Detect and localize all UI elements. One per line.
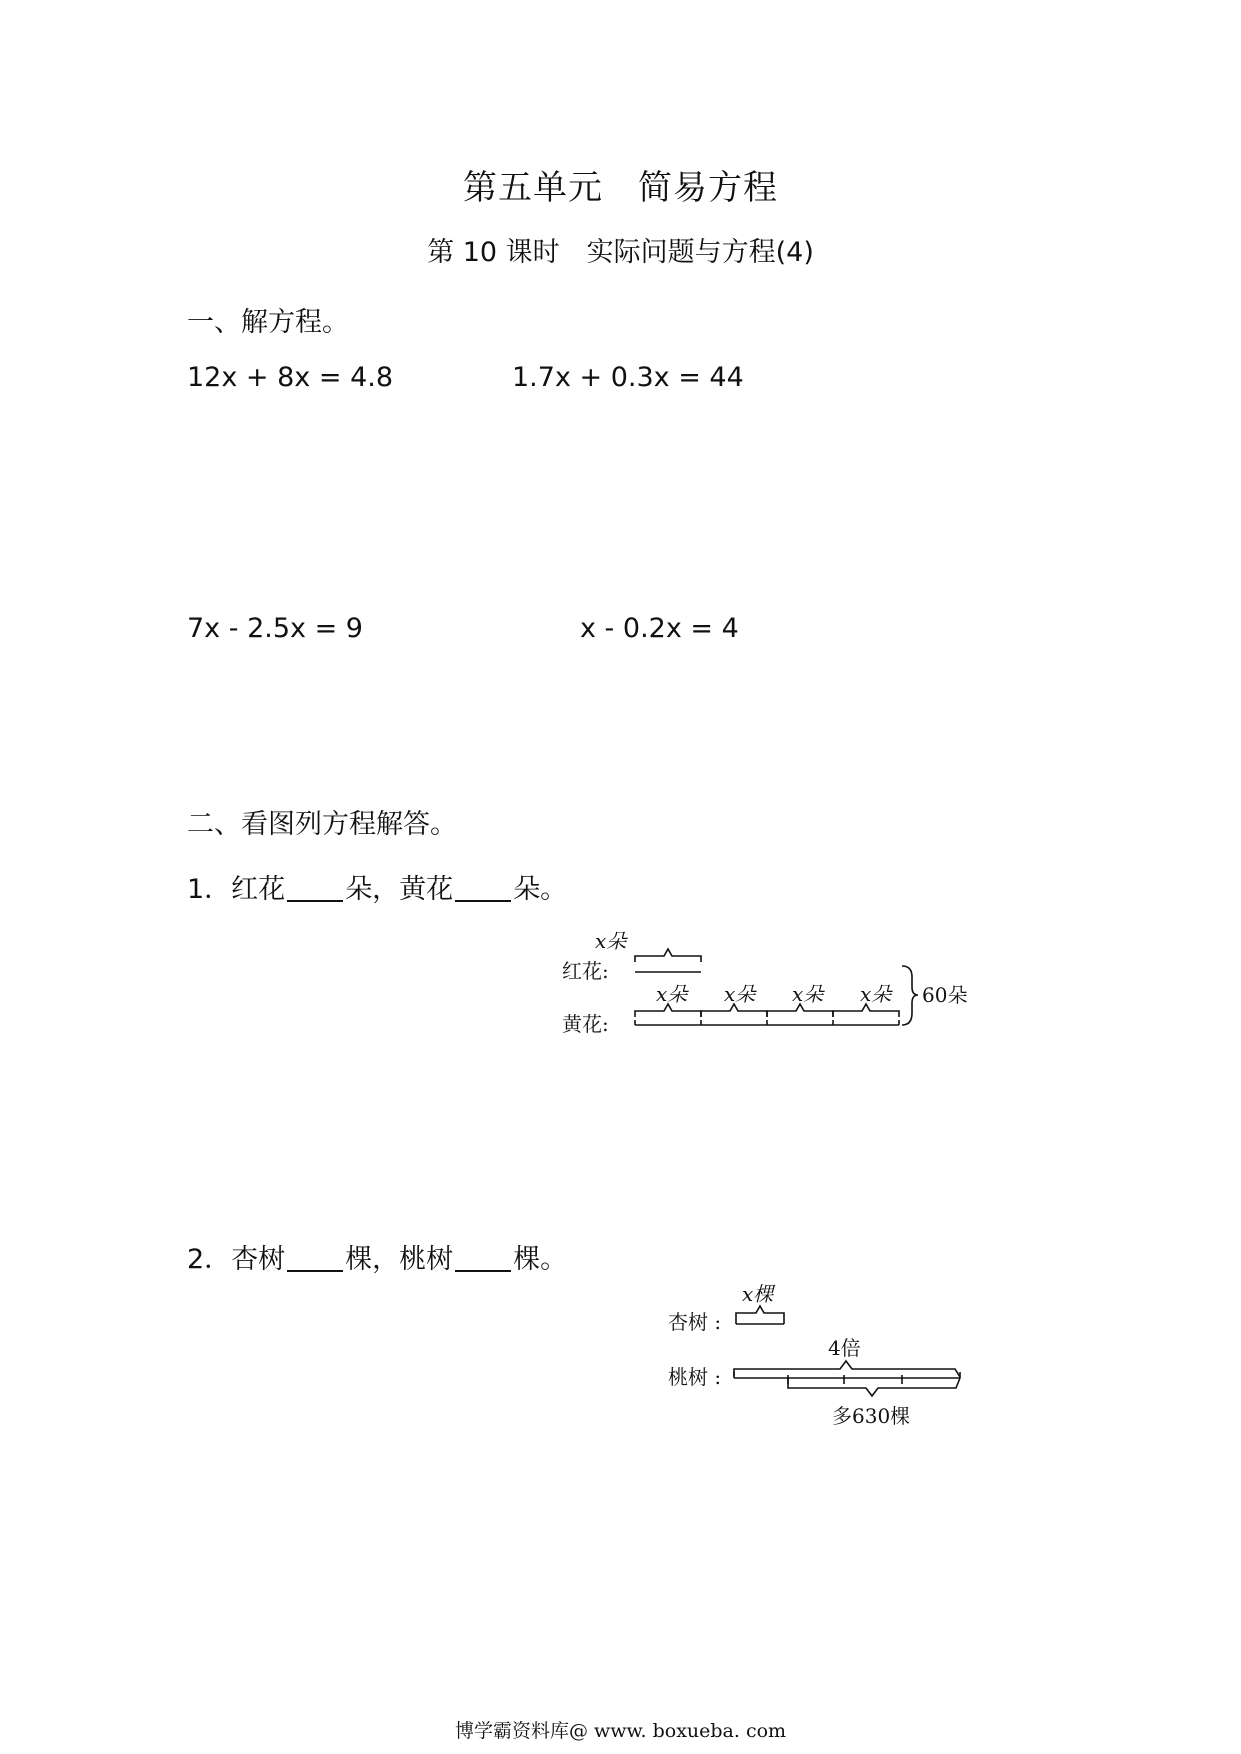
question-1-mid: 朵，黄花: [345, 874, 454, 905]
apricot-tree-label: 杏树 :: [668, 1310, 722, 1334]
equation-4: x - 0.2x = 4: [580, 613, 739, 644]
apricot-unit-label: x棵: [742, 1282, 774, 1306]
red-brace: [635, 949, 701, 962]
equation-3: 7x - 2.5x = 9: [187, 613, 363, 644]
lesson-subtitle: 第 10 课时 实际问题与方程(4): [427, 237, 814, 268]
total-label: 60朵: [922, 983, 968, 1007]
question-2-prefix: 2．杏树: [187, 1244, 286, 1275]
question-2: [187, 1237, 567, 1276]
flower-diagram: [560, 925, 1000, 1050]
red-segment-label: x朵: [595, 929, 627, 953]
yellow-segment-labels: [656, 982, 893, 1006]
yellow-bar: [635, 1020, 899, 1025]
question-2-suffix: 棵。: [513, 1244, 568, 1275]
more-label: 多630棵: [832, 1404, 911, 1428]
page-title: 第五单元 简易方程: [463, 168, 778, 208]
section1-heading: 一、解方程。: [187, 307, 349, 338]
answer-blank-peach[interactable]: [455, 1269, 511, 1272]
answer-blank-apricot[interactable]: [287, 1269, 343, 1272]
yellow-flower-label: 黄花:: [562, 1012, 609, 1036]
times-brace: [734, 1361, 960, 1377]
answer-blank-yellow[interactable]: [455, 899, 511, 902]
red-flower-label: 红花:: [562, 959, 609, 983]
yellow-segment-label-3: x朵: [792, 982, 824, 1006]
yellow-segment-label-4: x朵: [860, 982, 892, 1006]
total-brace: [902, 966, 918, 1025]
question-1-prefix: 1．红花: [187, 874, 286, 905]
more-brace: [788, 1378, 960, 1396]
question-1: [187, 867, 567, 906]
footer-watermark: 博学霸资料库@ www. boxueba. com: [454, 1720, 787, 1742]
equation-2: 1.7x + 0.3x = 44: [512, 362, 744, 393]
tree-diagram: [660, 1280, 990, 1440]
apricot-brace: [736, 1306, 784, 1324]
answer-blank-red[interactable]: [287, 899, 343, 902]
yellow-segment-label-1: x朵: [656, 982, 688, 1006]
section2-heading: 二、看图列方程解答。: [187, 809, 457, 840]
yellow-segment-label-2: x朵: [724, 982, 756, 1006]
peach-bar: [734, 1372, 960, 1384]
question-2-mid: 棵，桃树: [345, 1244, 454, 1275]
question-1-suffix: 朵。: [513, 874, 568, 905]
times-label: 4倍: [828, 1336, 861, 1360]
peach-tree-label: 桃树 :: [668, 1365, 722, 1389]
equation-1: 12x + 8x = 4.8: [187, 362, 394, 393]
